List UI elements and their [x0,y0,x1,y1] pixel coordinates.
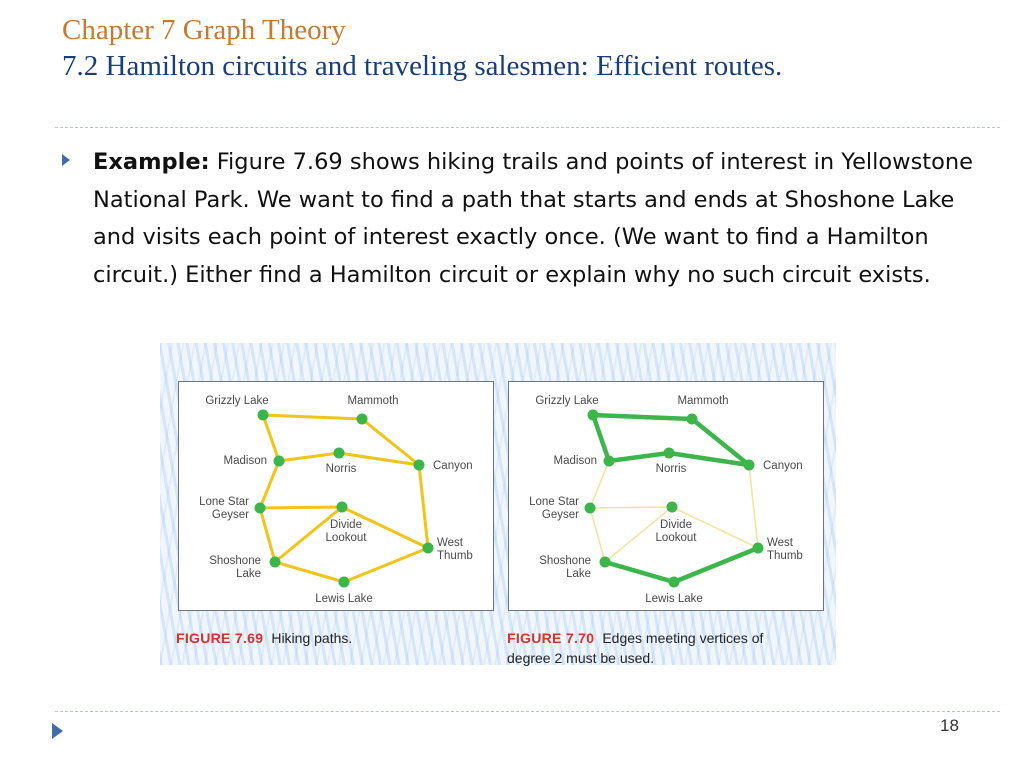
vertex-label-shoshone: Lake [236,568,261,580]
vertex-label-grizzly: Grizzly Lake [535,395,599,407]
figure-7-69-label: FIGURE 7.69 [176,630,264,646]
vertex-label-grizzly: Grizzly Lake [205,395,269,407]
graph-edge-grizzly-mammoth [263,415,362,419]
vertex-label-madison: Madison [553,455,597,467]
graph-vertex-grizzly [258,410,269,421]
vertex-label-lonestar: Geyser [211,509,249,521]
page-number: 18 [940,716,959,735]
title-divider [55,127,1000,128]
vertex-label-divide: Lookout [325,532,367,544]
graph-edge-madison-norris [279,453,339,461]
slide-title [62,12,962,84]
graph-vertex-westthumb [423,543,434,554]
vertex-label-divide: Divide [660,519,692,531]
graph-edge-shoshone-lewis [605,562,674,582]
graph-edge-lonestar-divide [260,507,342,508]
graph-vertex-canyon [414,460,425,471]
vertex-label-shoshone: Shoshone [539,555,591,567]
graph-vertex-divide [337,502,348,513]
graph-vertex-norris [334,448,345,459]
vertex-label-shoshone: Lake [566,568,591,580]
graph-vertex-lewis [339,577,350,588]
graph-edge-canyon-westthumb [749,465,758,548]
vertex-label-lewis: Lewis Lake [315,593,373,605]
figure-7-70-label: FIGURE 7.70 [507,630,595,646]
vertex-label-lonestar: Lone Star [529,496,579,508]
vertex-label-norris: Norris [325,463,357,475]
vertex-label-canyon: Canyon [763,460,803,472]
figure-7-70-panel [508,381,824,611]
graph-vertex-lewis [669,577,680,588]
vertex-label-westthumb: Thumb [437,550,473,562]
graph-edge-lonestar-shoshone [260,508,275,562]
graph-vertex-mammoth [357,414,368,425]
vertex-label-madison: Madison [223,455,267,467]
graph-edge-madison-lonestar [590,461,609,508]
graph-edge-grizzly-mammoth [593,415,692,419]
vertex-label-westthumb: West [437,537,463,549]
used-edges-graph [509,382,823,610]
graph-edge-madison-lonestar [260,461,279,508]
graph-edge-shoshone-lewis [275,562,344,582]
graph-vertex-lonestar [255,503,266,514]
hiking-paths-graph [179,382,493,610]
graph-edge-westthumb-lewis [674,548,758,582]
vertex-label-lonestar: Geyser [541,509,579,521]
section-title: 7.2 Hamilton circuits and traveling salesmen: Efficient routes. [62,50,783,82]
figure-7-69-text: Hiking paths. [271,630,353,646]
footer-divider [55,711,1000,712]
graph-vertex-mammoth [687,414,698,425]
graph-vertex-canyon [744,460,755,471]
graph-edge-madison-norris [609,453,669,461]
graph-vertex-madison [274,456,285,467]
vertex-label-canyon: Canyon [433,460,473,472]
vertex-label-mammoth: Mammoth [347,395,399,407]
graph-edge-lonestar-divide [590,507,672,508]
graph-vertex-shoshone [600,557,611,568]
chapter-title: Chapter 7 Graph Theory [62,14,346,46]
vertex-label-lewis: Lewis Lake [645,593,703,605]
vertex-label-divide: Divide [330,519,362,531]
graph-vertex-lonestar [585,503,596,514]
graph-vertex-madison [604,456,615,467]
vertex-label-westthumb: Thumb [767,550,803,562]
example-text: Figure 7.69 shows hiking trails and points of interest in Yellowstone National Park. We want to find a path that starts and ends at Shoshone Lake and visits each point of interest exactly once. (We want to find a Hamilton circuit.) Either find a Hamilton circuit or explain why no such circuit exists. [93,149,973,288]
graph-vertex-divide [667,502,678,513]
vertex-label-westthumb: West [767,537,793,549]
vertex-label-norris: Norris [655,463,687,475]
graph-vertex-shoshone [270,557,281,568]
graph-edge-lonestar-shoshone [590,508,605,562]
figure-7-70-caption [507,628,807,668]
graph-edge-westthumb-lewis [344,548,428,582]
figure-7-70-text: Edges meeting vertices of degree 2 must be used. [507,630,764,666]
vertex-label-shoshone: Shoshone [209,555,261,567]
example-paragraph [93,144,973,294]
vertex-label-lonestar: Lone Star [199,496,249,508]
graph-vertex-grizzly [588,410,599,421]
figure-7-69-panel [178,381,494,611]
example-lead: Example: [93,149,210,175]
graph-vertex-westthumb [753,543,764,554]
bullet-arrow-icon [62,154,70,166]
graph-edge-canyon-westthumb [419,465,428,548]
vertex-label-divide: Lookout [655,532,697,544]
corner-arrow-icon [52,723,63,739]
graph-vertex-norris [664,448,675,459]
figure-7-69-caption [176,628,352,648]
vertex-label-mammoth: Mammoth [677,395,729,407]
